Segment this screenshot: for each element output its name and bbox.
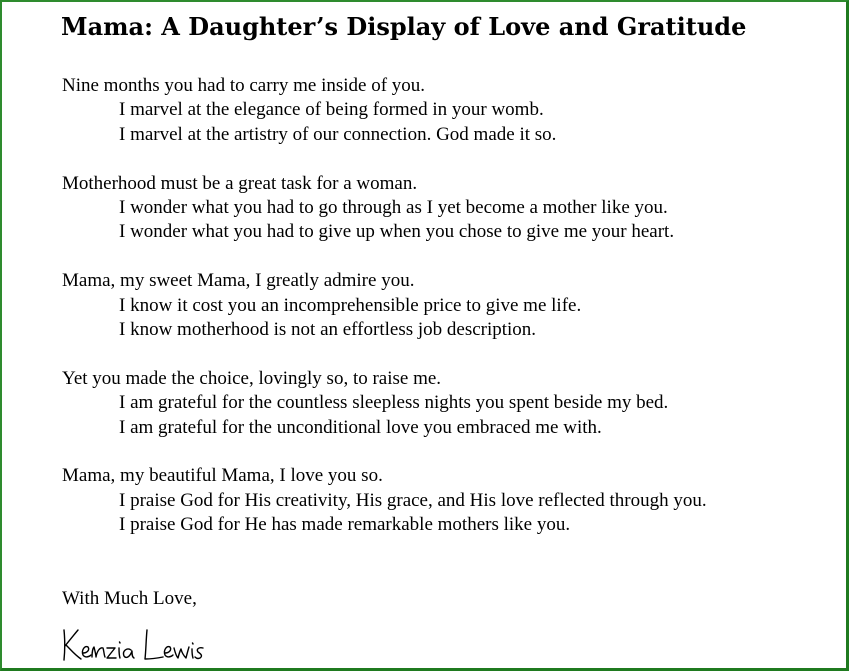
stanza-indented-line: I praise God for He has made remarkable mothers like you. [119, 514, 571, 536]
stanza-lead-line: Nine months you had to carry me inside of you. [62, 75, 426, 96]
stanza-lead-line: Mama, my beautiful Mama, I love you so. [62, 465, 383, 487]
stanza-indented-line: I am grateful for the unconditional love you embraced me with. [119, 416, 602, 438]
stanza-lead-line: Motherhood must be a great task for a woman. [62, 172, 418, 194]
stanza-4 [62, 367, 832, 440]
stanza-lead-line: Yet you made the choice, lovingly so, to raise me. [62, 367, 442, 389]
stanza-5 [62, 464, 832, 537]
closing-salutation: With Much Love, [62, 588, 197, 609]
stanza-lead-line: Mama, my sweet Mama, I greatly admire you. [62, 270, 415, 292]
poem-title: Mama: A Daughter’s Display of Love and Gratitude [61, 12, 747, 41]
poem-body [62, 74, 832, 562]
stanza-indented-line: I wonder what you had to go through as I yet become a mother like you. [119, 197, 668, 219]
stanza-indented-line: I know it cost you an incomprehensible price to give me life. [119, 294, 582, 316]
handwritten-signature [60, 620, 210, 666]
stanza-indented-line: I marvel at the elegance of being formed in your womb. [119, 99, 544, 121]
stanza-3 [62, 269, 832, 342]
stanza-indented-line: I praise God for His creativity, His grace, and His love reflected through you. [119, 489, 707, 511]
stanza-2 [62, 172, 832, 245]
stanza-indented-line: I wonder what you had to give up when you chose to give me your heart. [119, 221, 675, 243]
stanza-1 [62, 74, 832, 147]
stanza-indented-line: I know motherhood is not an effortless job description. [119, 319, 537, 341]
stanza-indented-line: I marvel at the artistry of our connection. God made it so. [119, 123, 557, 145]
stanza-indented-line: I am grateful for the countless sleepless nights you spent beside my bed. [119, 392, 669, 414]
